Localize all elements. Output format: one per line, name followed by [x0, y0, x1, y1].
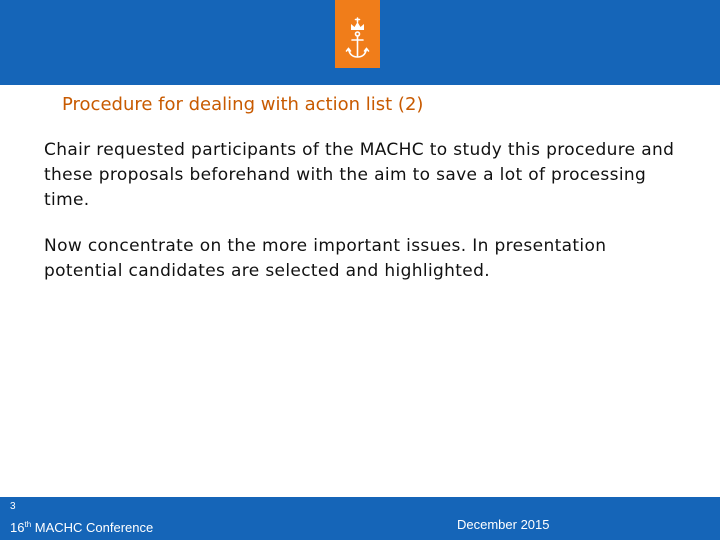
conference-name: MACHC Conference: [31, 520, 154, 535]
conference-label: [10, 517, 153, 536]
body-paragraph-1: Chair requested participants of the MACHC to study this procedure and these proposals beforehand with the aim to save a lot of processing time.: [44, 140, 675, 210]
slide-number: 3: [10, 501, 16, 512]
footer-bar: [0, 497, 720, 540]
body-paragraph-2: Now concentrate on the more important issues. In presentation potential candidates are selected and highlighted.: [44, 236, 607, 281]
slide-title: Procedure for dealing with action list (2): [62, 94, 424, 115]
header-bar: [0, 0, 720, 85]
conference-ordinal-suffix: th: [24, 520, 32, 529]
footer-date: December 2015: [457, 517, 550, 532]
crown-anchor-logo-icon: [335, 0, 380, 68]
conference-number: 16: [10, 520, 25, 535]
